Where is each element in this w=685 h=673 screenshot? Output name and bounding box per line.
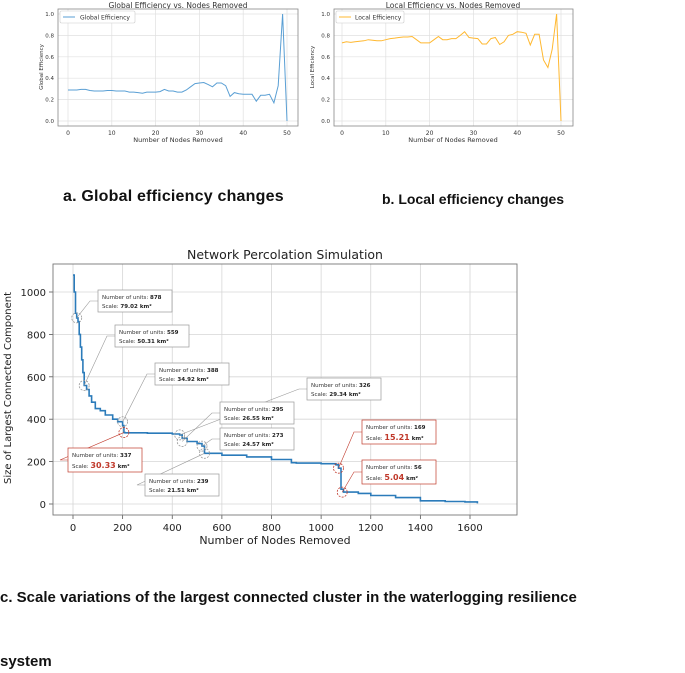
annotation-units: Number of units: 388 xyxy=(159,368,219,374)
annotation-scale: Scale: 26.55 km² xyxy=(224,416,274,422)
y-tick-label: 0.8 xyxy=(321,33,330,40)
annotation-scale: Scale: 24.57 km² xyxy=(224,442,274,448)
x-tick-label: 1400 xyxy=(407,523,434,534)
x-axis-label: Number of Nodes Removed xyxy=(133,136,223,144)
y-tick-label: 0.4 xyxy=(321,76,330,83)
y-tick-label: 0.2 xyxy=(321,97,330,104)
y-tick-label: 1.0 xyxy=(45,12,54,18)
y-tick-label: 0.2 xyxy=(45,97,54,104)
y-axis-label: Local Efficiency xyxy=(310,45,316,89)
chart-title: Local Efficiency vs. Nodes Removed xyxy=(385,1,521,10)
y-tick-label: 800 xyxy=(26,330,46,342)
x-tick-label: 30 xyxy=(469,130,478,137)
x-tick-label: 50 xyxy=(283,130,291,137)
annotation-callout xyxy=(137,448,219,496)
annotation-scale: Scale: 29.34 km² xyxy=(311,392,361,398)
annotation-callout xyxy=(60,428,142,472)
y-tick-label: 600 xyxy=(26,372,46,384)
y-axis-label: Size of Largest Connected Component xyxy=(3,291,14,485)
x-tick-label: 0 xyxy=(66,130,70,137)
legend xyxy=(336,11,404,23)
x-tick-label: 600 xyxy=(212,523,232,534)
annotation-units: Number of units: 239 xyxy=(149,479,209,485)
x-tick-label: 1000 xyxy=(308,523,334,534)
y-tick-label: 0.8 xyxy=(45,33,54,40)
y-tick-label: 0.4 xyxy=(45,76,54,83)
annotation-scale: Scale: 34.92 km² xyxy=(159,377,209,383)
annotation-scale: Scale: 21.51 km² xyxy=(149,488,199,494)
x-tick-label: 20 xyxy=(151,130,160,137)
annotation-units: Number of units: 559 xyxy=(119,330,179,336)
y-tick-label: 0 xyxy=(39,500,46,511)
caption-c-continued: system xyxy=(0,653,52,670)
annotation-units: Number of units: 169 xyxy=(366,425,426,431)
annotation-units: Number of units: 295 xyxy=(224,407,284,413)
y-ticks xyxy=(321,12,330,125)
plot-frame xyxy=(334,9,573,126)
x-tick-label: 1600 xyxy=(457,523,483,534)
y-tick-label: 400 xyxy=(26,415,46,427)
caption-b: b. Local efficiency changes xyxy=(382,191,565,207)
y-tick-label: 1.0 xyxy=(321,12,330,18)
annotation-scale: Scale: 79.02 km² xyxy=(102,304,152,310)
y-tick-label: 0.6 xyxy=(45,54,54,61)
x-tick-label: 0 xyxy=(69,523,77,534)
x-tick-label: 10 xyxy=(381,130,390,137)
y-tick-label: 0.0 xyxy=(321,119,330,125)
x-tick-label: 1200 xyxy=(358,523,384,534)
annotation-scale: Scale: 30.33 km² xyxy=(72,461,130,470)
x-tick-label: 40 xyxy=(239,130,248,137)
chart-title: Global Efficiency vs. Nodes Removed xyxy=(108,1,248,10)
legend-label: Local Efficiency xyxy=(355,14,402,22)
local-efficiency-line xyxy=(342,14,561,121)
x-tick-label: 800 xyxy=(261,523,282,534)
annotation-scale: Scale: 15.21 km² xyxy=(366,433,424,442)
x-tick-label: 0 xyxy=(340,130,344,137)
annotation-units: Number of units: 337 xyxy=(72,453,132,459)
x-tick-label: 20 xyxy=(425,130,434,137)
y-tick-label: 1000 xyxy=(20,288,46,299)
local-efficiency-chart xyxy=(0,0,685,150)
x-tick-label: 40 xyxy=(513,130,522,137)
annotation-units: Number of units: 326 xyxy=(311,383,371,389)
y-tick-label: 0.0 xyxy=(45,119,54,125)
x-axis-label: Number of Nodes Removed xyxy=(408,136,498,144)
caption-a: a. Global efficiency changes xyxy=(63,188,284,205)
annotations xyxy=(60,290,436,497)
chart-title: Network Percolation Simulation xyxy=(187,247,383,262)
annotation-units: Number of units: 273 xyxy=(224,433,284,439)
x-ticks xyxy=(70,523,483,534)
annotation-callout xyxy=(72,290,172,323)
y-ticks xyxy=(21,288,46,511)
x-tick-label: 200 xyxy=(113,523,133,534)
annotation-units: Number of units: 878 xyxy=(102,295,162,301)
x-tick-label: 50 xyxy=(557,130,565,137)
annotation-scale: Scale: 50.31 km² xyxy=(119,339,169,345)
x-tick-label: 10 xyxy=(107,130,116,137)
x-tick-label: 30 xyxy=(195,130,204,137)
annotation-callout xyxy=(118,363,229,427)
annotation-units: Number of units: 56 xyxy=(366,465,422,471)
y-axis-label: Global Efficiency xyxy=(39,44,45,90)
y-tick-label: 200 xyxy=(26,457,46,469)
x-axis-label: Number of Nodes Removed xyxy=(199,534,351,547)
annotation-scale: Scale: 5.04 km² xyxy=(366,473,418,482)
percolation-chart xyxy=(0,230,685,560)
x-tick-label: 400 xyxy=(162,523,182,534)
grid xyxy=(334,9,573,126)
annotation-callout xyxy=(197,428,294,451)
caption-c: c. Scale variations of the largest connected cluster in the waterlogging resilience xyxy=(0,589,577,606)
y-tick-label: 0.6 xyxy=(321,54,330,61)
legend-label: Global Efficiency xyxy=(80,14,130,22)
